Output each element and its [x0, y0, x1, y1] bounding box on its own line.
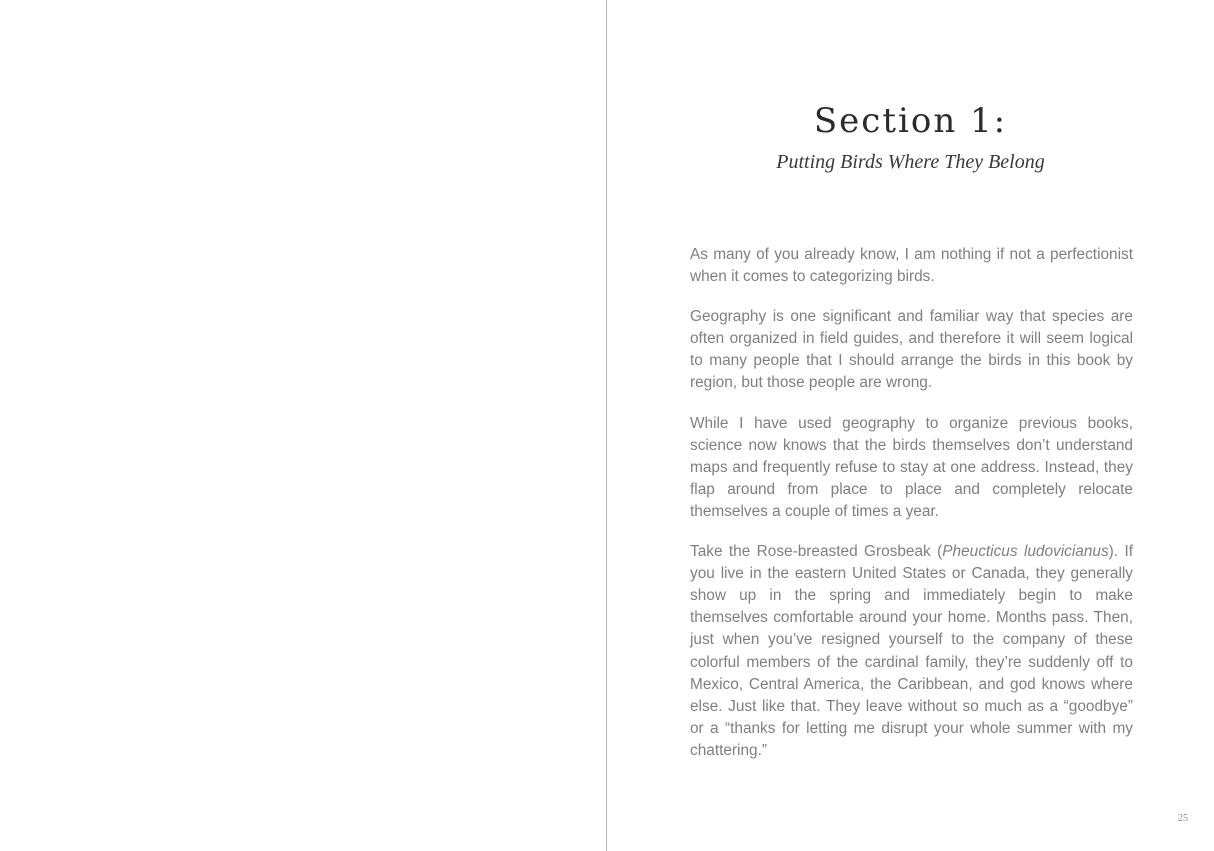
paragraph-4: [690, 541, 1133, 762]
section-subtitle: Putting Birds Where They Belong: [776, 151, 1045, 173]
page-number: 25: [1178, 813, 1188, 824]
latin-species-name: Pheucticus ludovicianus: [942, 543, 1109, 561]
paragraph-2: Geography is one significant and familiar way that species are often organized in field guides, and therefore it will seem logical to many people that I should arrange the birds in this book by region, but those people are wrong.: [690, 308, 1133, 392]
paragraph-1: As many of you already know, I am nothing if not a perfectionist when it comes to categorizing birds.: [690, 246, 1133, 286]
section-title: Section 1:: [813, 101, 1008, 141]
paragraph-4-rest: ). If you live in the eastern United States or Canada, they generally show up in the spring and immediately begin to make themselves comfortable around your home. Months pass. Then, just when you’ve resigned yourself to the company of these colorful members of the cardinal family, they’re suddenly off to Mexico, Central America, the Caribbean, and god knows where else. Just like that. They leave without so much as a “goodbye” or a “thanks for letting me disrupt your whole summer with my chattering.”: [690, 543, 1134, 759]
paragraph-3: While I have used geography to organize previous books, science now knows that the birds themselves don’t understand maps and frequently refuse to stay at one address. Instead, they flap around from place to place and completely relocate themselves a couple of times a year.: [690, 414, 1133, 520]
body-text: [690, 244, 1133, 780]
paragraph-4-start: Take the Rose-breasted Grosbeak (: [690, 543, 943, 561]
right-page: [607, 0, 1214, 851]
left-page-blank: [0, 0, 606, 851]
